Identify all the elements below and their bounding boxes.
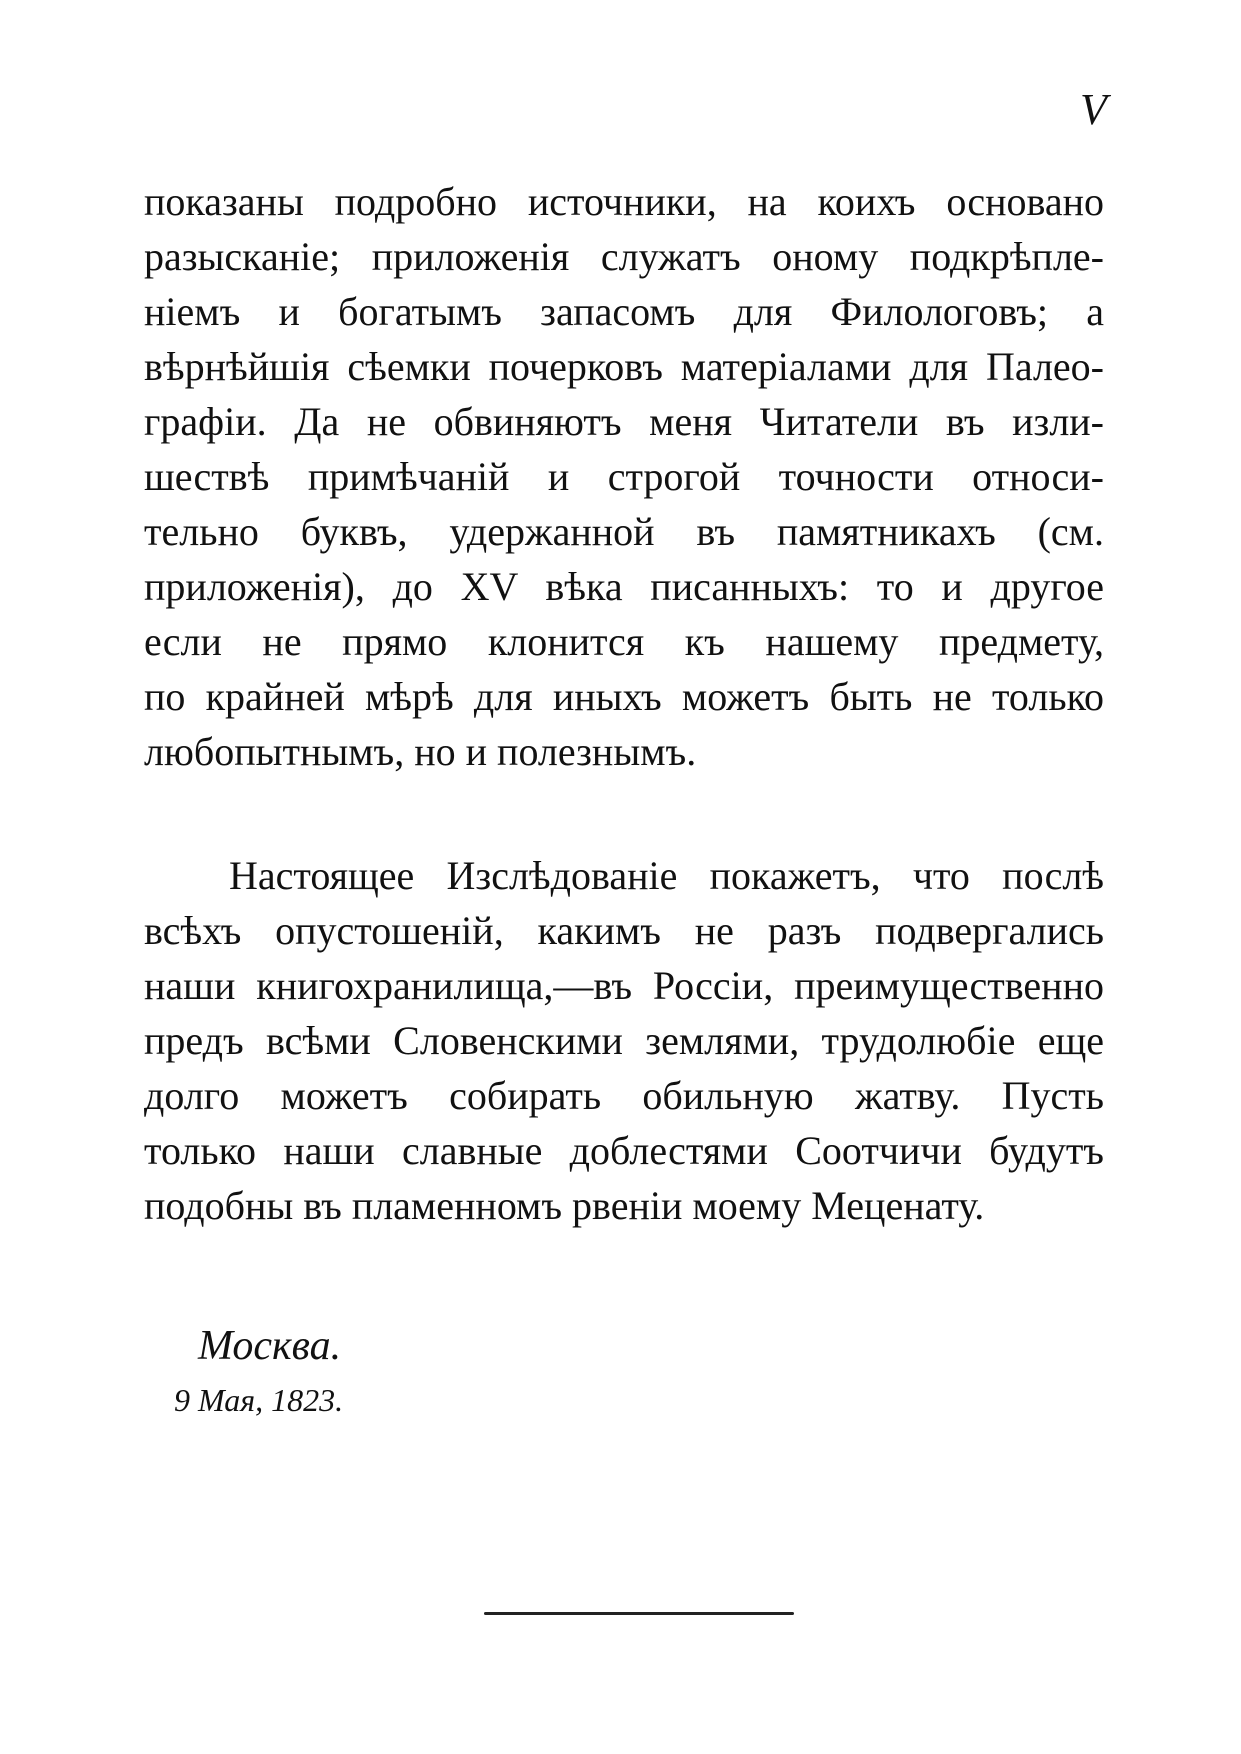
text-line: разысканіе; приложенія служатъ оному подкрѣпле- <box>144 234 1104 279</box>
text-line: графіи. Да не обвиняютъ меня Читатели въ изли- <box>144 399 1104 444</box>
signature-place: Москва. <box>198 1323 342 1369</box>
text-line: Настоящее Изслѣдованіе покажетъ, что послѣ <box>229 853 1104 898</box>
text-line: только наши славные доблестями Соотчичи будутъ <box>144 1128 1104 1173</box>
signature-date: 9 Мая, 1823. <box>174 1382 344 1418</box>
text-line: предъ всѣми Словенскими землями, трудолюбіе еще <box>144 1018 1104 1063</box>
text-line: наши книгохранилища,—въ Россіи, преимущественно <box>144 963 1104 1008</box>
paragraph-1 <box>144 174 1104 779</box>
text-line: если не прямо клонится къ нашему предмету, <box>144 619 1104 664</box>
paragraph-2 <box>144 848 1104 1233</box>
text-line: показаны подробно источники, на коихъ основано <box>144 179 1104 224</box>
text-line: всѣхъ опустошеній, какимъ не разъ подвергались <box>144 908 1104 953</box>
text-line: долго можетъ собирать обильную жатву. Пусть <box>144 1073 1104 1118</box>
signature-block <box>174 1322 344 1424</box>
text-line: по крайней мѣрѣ для иныхъ можетъ быть не только <box>144 674 1104 719</box>
text-line: ніемъ и богатымъ запасомъ для Филологовъ; а <box>144 289 1104 334</box>
text-line: тельно буквъ, удержанной въ памятникахъ (см. <box>144 509 1104 554</box>
page-number: V <box>1080 85 1107 134</box>
text-line: любопытнымъ, но и полезнымъ. <box>144 729 697 774</box>
text-line: вѣрнѣйшія сѣемки почерковъ матеріалами для Палео- <box>144 344 1104 389</box>
text-line: подобны въ пламенномъ рвеніи моему Меценату. <box>144 1183 985 1228</box>
end-ornament-rule <box>484 1612 794 1615</box>
text-line: приложенія), до XV вѣка писанныхъ: то и другое <box>144 564 1104 609</box>
text-line: шествѣ примѣчаній и строгой точности относи- <box>144 454 1104 499</box>
